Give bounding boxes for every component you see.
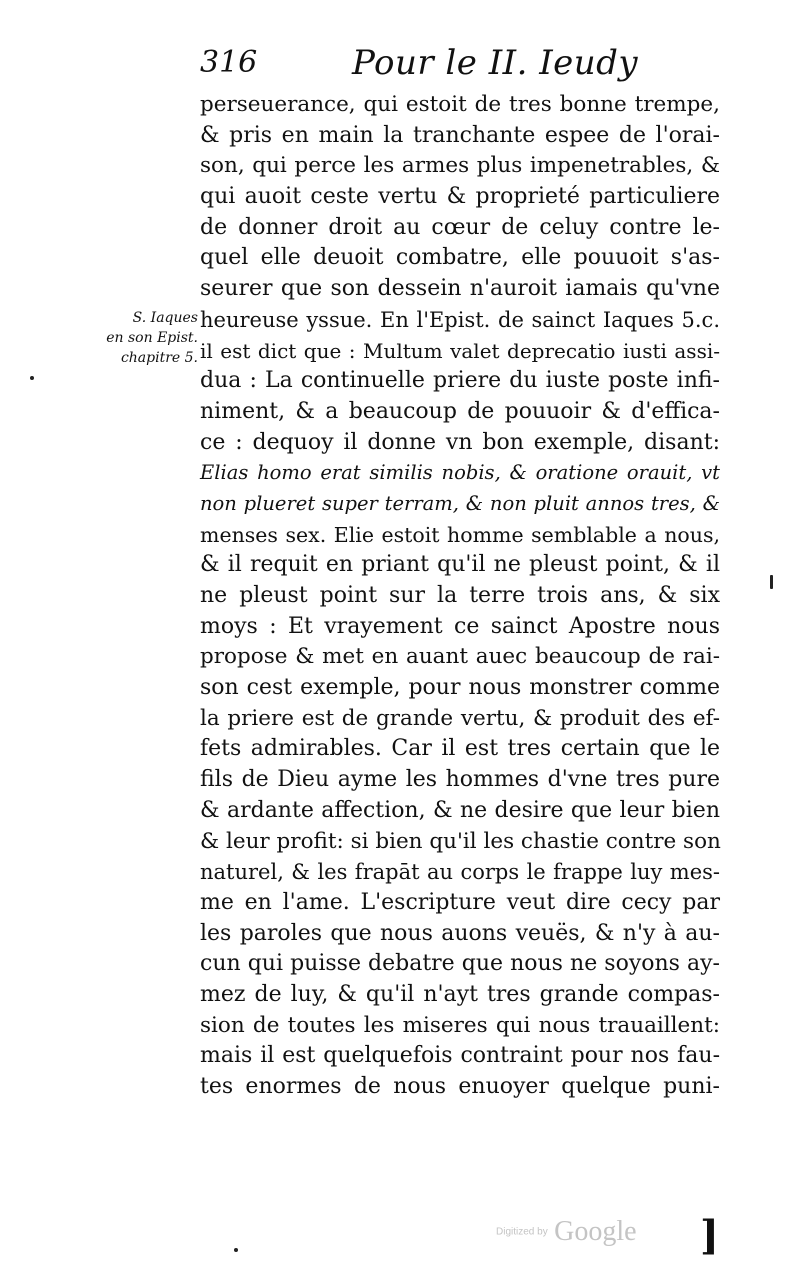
text-line: dua : La continuelle priere du iuste poste infi- bbox=[200, 368, 720, 394]
text-line: me en l'ame. L'escripture veut dire cecy par bbox=[200, 889, 720, 915]
text-line: moys : Et vrayement ce sainct Apostre nous bbox=[200, 613, 720, 639]
digitized-label: Digitized by bbox=[496, 1226, 548, 1238]
text-line: & pris en main la tranchante espee de l'orai- bbox=[200, 122, 720, 148]
text-line: menses sex. Elie estoit homme semblable a nous, bbox=[200, 522, 720, 547]
text-line: son, qui perce les armes plus impenetrables, & bbox=[200, 153, 720, 179]
text-line: mez de luy, & qu'il n'ayt tres grande compas- bbox=[200, 981, 720, 1007]
text-line: niment, & a beaucoup de pouuoir & d'effica- bbox=[200, 398, 720, 424]
text-line: & leur profit: si bien qu'il les chastie contre son bbox=[200, 828, 721, 854]
scan-speck bbox=[234, 1248, 238, 1252]
text-line: & il requit en priant qu'il ne pleust point, & il bbox=[200, 552, 720, 578]
margin-note bbox=[78, 308, 198, 368]
text-line: tes enormes de nous enuoyer quelque puni- bbox=[200, 1074, 720, 1099]
margin-note-line: S. Iaques bbox=[132, 310, 198, 326]
text-line: quel elle deuoit combatre, elle pouuoit s'as- bbox=[200, 245, 720, 271]
text-line: son cest exemple, pour nous monstrer comme bbox=[200, 675, 720, 701]
scan-speck bbox=[30, 376, 34, 380]
margin-note-line: chapitre 5. bbox=[120, 350, 198, 366]
text-line: cun qui puisse debatre que nous ne soyons ay- bbox=[200, 951, 720, 977]
text-line: heureuse yssue. En l'Epist. de sainct Iaques 5.c. bbox=[200, 307, 720, 332]
page-header bbox=[200, 40, 720, 86]
text-line: fets admirables. Car il est tres certain que le bbox=[200, 736, 720, 762]
text-line: il est dict que : Multum valet deprecatio iusti assi- bbox=[200, 338, 720, 363]
text-line: de donner droit au cœur de celuy contre le- bbox=[200, 214, 720, 240]
page-number: 316 bbox=[200, 45, 258, 80]
text-line: non plueret super terram, & non pluit annos tres, & bbox=[200, 491, 720, 515]
text-line: & ardante affection, & ne desire que leur bien bbox=[200, 797, 720, 823]
page-edge-bracket: ] bbox=[700, 1212, 719, 1259]
text-line: la priere est de grande vertu, & produit des ef- bbox=[200, 705, 720, 731]
text-line: seurer que son dessein n'auroit iamais qu'vne bbox=[200, 276, 720, 302]
google-watermark bbox=[496, 1216, 637, 1248]
running-head: Pour le II. Ieudy bbox=[352, 43, 639, 83]
scan-speck bbox=[770, 575, 773, 589]
text-line: qui auoit ceste vertu & proprieté particuliere bbox=[200, 184, 720, 210]
text-line: ne pleust point sur la terre trois ans, & six bbox=[200, 583, 720, 608]
text-line: sion de toutes les miseres qui nous trauaillent: bbox=[200, 1012, 720, 1038]
text-line: mais il est quelquefois contraint pour nos fau- bbox=[200, 1043, 720, 1069]
text-line: propose & met en auant auec beaucoup de rai- bbox=[200, 644, 720, 670]
margin-note-line: en son Epist. bbox=[106, 330, 198, 346]
body-text bbox=[200, 90, 720, 1103]
text-line: ce : dequoy il donne vn bon exemple, disant: bbox=[200, 429, 720, 455]
text-line: fils de Dieu ayme les hommes d'vne tres pure bbox=[200, 767, 720, 793]
text-line: naturel, & les frapāt au corps le frappe luy mes- bbox=[200, 860, 720, 885]
text-line: les paroles que nous auons veuës, & n'y à au- bbox=[200, 920, 720, 946]
google-logo: Google bbox=[554, 1216, 637, 1247]
text-line: perseuerance, qui estoit de tres bonne trempe, bbox=[200, 92, 720, 117]
text-line: Elias homo erat similis nobis, & oratione orauit, vt bbox=[200, 461, 720, 485]
